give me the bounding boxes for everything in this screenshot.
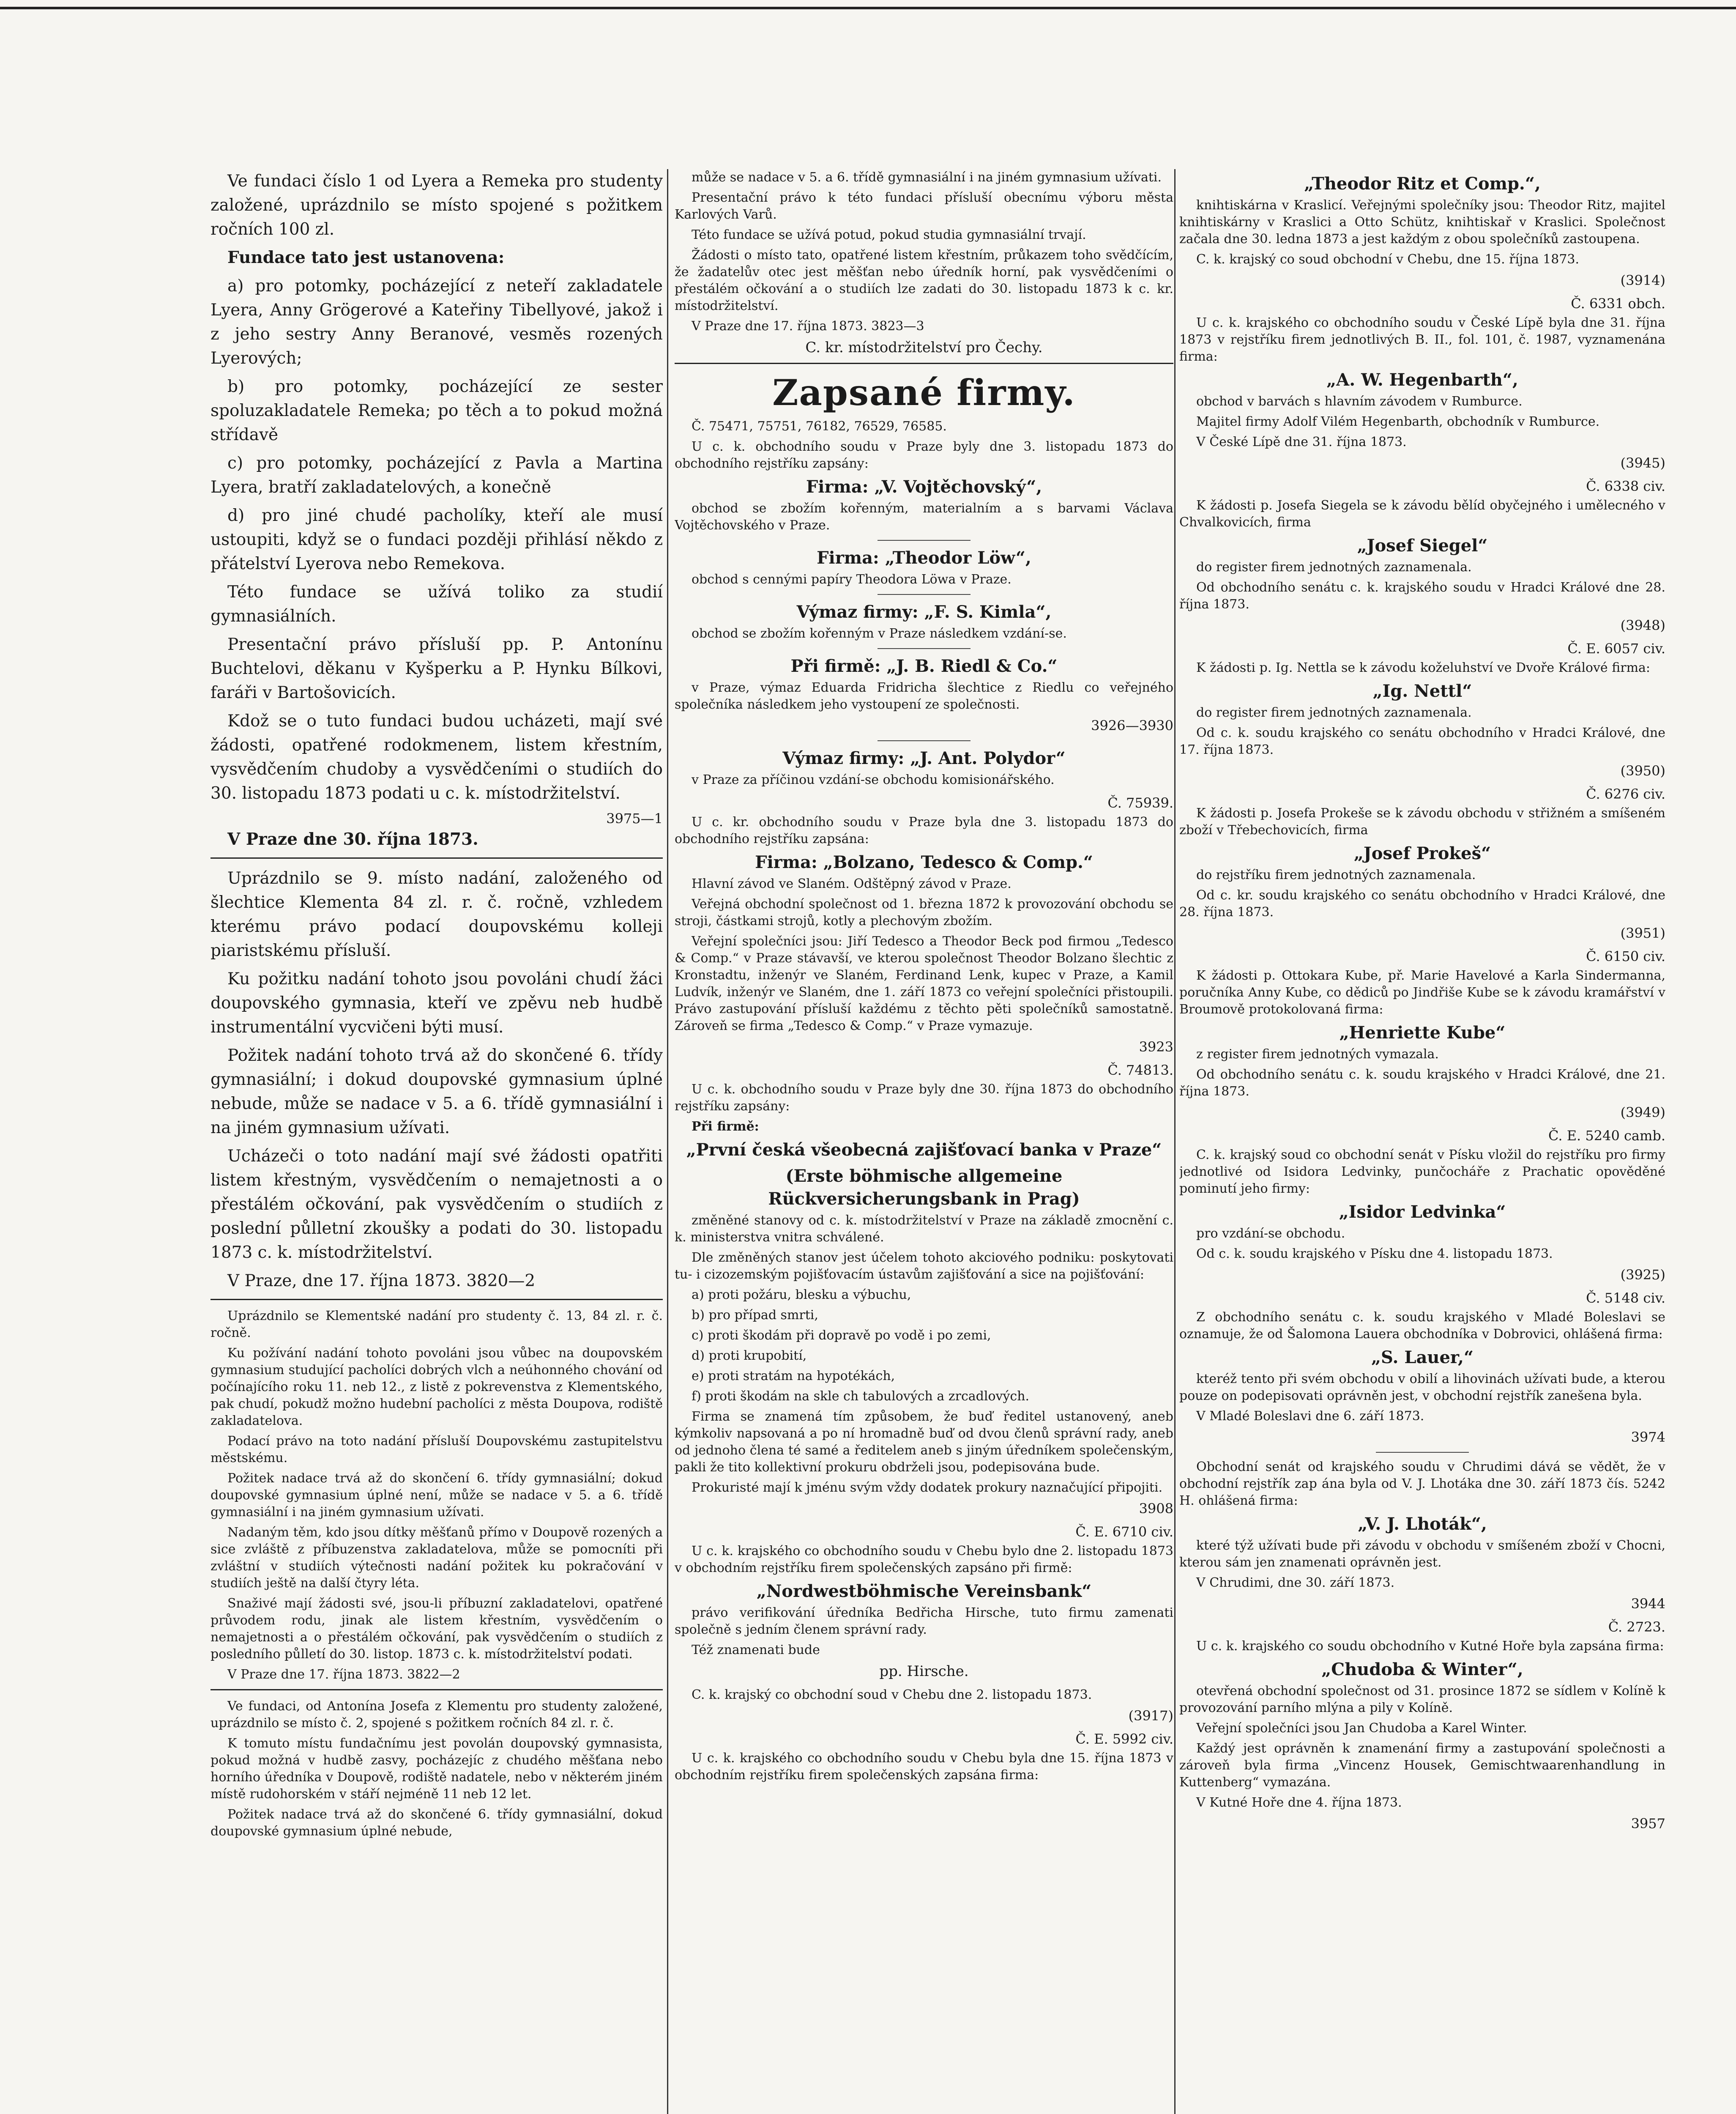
case-number: Č. 74813. [1107,1062,1173,1078]
paragraph: Snaživé mají žádosti své, jsou-li příbuzní zakladatelovi, opatřené průvodem rodu, jinak ale listem křestním, vysvědčením o nemajetnosti a o přestálém očkování, pak vysvědčením o studiích z posledního půlletí do 30. listop. 1873 c. k. místodržitelství podati. [211,1596,663,1662]
paragraph: a) pro potomky, pocházející z neteří zakladatele Lyera, Anny Grögerové a Kateřiny Tibellyové, jakož i z jeho sestry Anny Beranové, vesměs rozených Lyerových; [211,277,663,368]
paragraph: Požitek nadace trvá až do skončení 6. třídy gymnasiální; dokud doupovské gymnasium úplné není, může se nadace v 5. a 6. třídě gymnasiální i na jiném gymnasium užívati. [211,1471,663,1520]
entry-lauer [1179,1289,1665,1446]
list-item: f) proti škodám na skle ch tabulových a zrcadlových. [692,1389,1030,1404]
list-item: a) proti požáru, blesku a výbuchu, [692,1287,911,1302]
reference-number: (3949) [1620,1104,1665,1120]
label: Při firmě: [692,1119,759,1134]
paragraph: Též znamenati bude [692,1643,820,1657]
date-line: V Praze dne 30. října 1873. [227,830,478,849]
signature-line: Od obchodního senátu c. k. krajského soudu v Hradci Králové dne 28. října 1873. [1179,580,1665,612]
firm-name: „Isidor Ledvinka“ [1339,1202,1506,1222]
signature-line: V Praze dne 17. října 1873. 3822—2 [227,1667,460,1682]
list-item: e) proti stratám na hypotékách, [692,1369,895,1383]
reference-number: 3926—3930 [1091,717,1173,734]
section-heading: Zapsané firmy. [772,372,1076,413]
case-number: Č. 2723. [1608,1619,1665,1635]
paragraph: Podací právo na toto nadání přísluší Doupovskému zastupitelstvu městskému. [211,1434,663,1465]
paragraph: K žádosti p. Josefa Prokeše se k závodu obchodu v střižném a smíšeném zboží v Třebechovicích, firma [1179,806,1665,838]
paragraph: Každý jest oprávněn k znamenání firmy a zastupování společnosti a zároveň byla firma „Vincenz Housek, Gemischtwaarenhandlung in Kuttenberg“ vymazána. [1179,1741,1665,1790]
reference-number: 3974 [1631,1429,1665,1445]
paragraph: c) pro potomky, pocházející z Pavla a Martina Lyera, bratří zakladatelových, a konečně [211,454,663,497]
case-number: Č. E. 6710 civ. [1075,1524,1173,1540]
firm-name-german: (Erste böhmische allgemeine Rückversicherungsbank in Prag) [768,1166,1080,1209]
paragraph: Této fundace se užívá potud, pokud studia gymnasiální trvají. [692,227,1086,242]
paragraph: Ve fundaci číslo 1 od Lyera a Remeka pro studenty založené, uprázdnilo se místo spojené s požitkem ročních 100 zl. [211,172,663,239]
paragraph: Ve fundaci, od Antonína Josefa z Klementu pro studenty založené, uprázdnilo se místo č. 2, spojené s požitkem ročních 84 zl. r. č. [211,1699,663,1731]
paragraph: Požitek nadání tohoto trvá až do skončené 6. třídy gymnasiální; i dokud doupovské gymnasium úplné nebude, může se nadace v 5. a 6. třídě gymnasiální i na jiném gymnasium užívati. [211,1046,663,1137]
paragraph: které týž užívati bude při závodu v obchodu v smíšeném zboží v Chocni, kterou sám jen znamenati oprávněn jest. [1179,1538,1665,1570]
case-number: Č. E. 5992 civ. [1075,1731,1173,1747]
firm-name: „Henriette Kube“ [1339,1023,1506,1043]
paragraph: Majitel firmy Adolf Vilém Hegenbarth, obchodník v Rumburce. [1196,414,1600,429]
paragraph: knihtiskárna v Kraslicí. Veřejnými společníky jsou: Theodor Ritz, majitel knihtiskárny v Kraslici a Otto Schütz, knihtiskař v Kraslici. Společnost začala dne 30. ledna 1873 a jest každým z obou společníků zastoupena. [1179,198,1665,246]
firm-name: Při firmě: „J. B. Riedl & Co.“ [790,656,1058,676]
reference-number: (3951) [1620,925,1665,941]
paragraph: Presentační právo k této fundaci přísluší obecnímu výboru města Karlových Varů. [675,190,1173,222]
notice-lyer-remek [211,169,663,852]
reference-number: 3957 [1631,1816,1665,1832]
paragraph: K žádosti p. Ig. Nettla se k závodu koželuhství ve Dvoře Králové firma: [1196,660,1651,675]
paragraph: U c. k. krajského co soudu obchodního v Kutné Hoře byla zapsána firma: [1196,1639,1664,1654]
paragraph: K žádosti p. Ottokara Kube, př. Marie Havelové a Karla Sindermanna, poručníka Anny Kube, co dědiců po Jindřiše Kube se k závodu kramářství v Broumově protokolovaná firma: [1179,968,1665,1017]
paragraph: právo verifikování úředníka Bedřicha Hirsche, tuto firmu zamenati společně s jedním členem správní rady. [675,1605,1173,1637]
firm-name: Výmaz firmy: „J. Ant. Polydor“ [782,748,1066,768]
firm-name: „Theodor Ritz et Comp.“, [1304,174,1541,194]
divider [878,594,971,595]
case-numbers: Č. 75471, 75751, 76182, 76529, 76585. [692,419,947,434]
paragraph: Této fundace se užívá toliko za studií gymnasiálních. [211,583,663,626]
entry-prokes [1179,785,1665,942]
firm-name: Výmaz firmy: „F. S. Kimla“, [796,602,1052,622]
signature-line: V Praze, dne 17. října 1873. 3820—2 [227,1271,536,1290]
entry-siegel [1179,477,1665,634]
paragraph: Dle změněných stanov jest účelem tohoto akciového podniku: poskytovati tu- i cizozemským pojišťovacím ústavům zajišťování a sice na pojišťování: [675,1250,1173,1282]
notice-continuation [675,169,1173,357]
notice-klement [211,866,663,1293]
signature-line: V Praze dne 17. října 1873. 3823—3 [692,319,924,334]
paragraph: U c. k. krajského co obchodního soudu v Chebu bylo dne 2. listopadu 1873 v obchodním rejstříku firem společenských zapsáno při firmě: [675,1544,1173,1575]
paragraph: U c. k. krajského co obchodního soudu v Chebu byla dne 15. října 1873 v obchodním rejstříku firem společenských zapsána firma: [675,1751,1173,1783]
paragraph: obchod v barvách s hlavním závodem v Rumburce. [1196,394,1523,409]
reference-number: (3925) [1620,1267,1665,1283]
paragraph: Hlavní závod ve Slaném. Odštěpný závod v Praze. [692,876,1012,891]
paragraph: v Praze za příčinou vzdání-se obchodu komisionářského. [692,772,1055,787]
paragraph: do register firem jednotných zaznamenala. [1196,705,1472,720]
paragraph: U c. k. obchodního soudu v Praze byly dne 3. listopadu 1873 do obchodního rejstříku zapsány: [675,439,1173,471]
firm-name: „V. J. Lhoták“, [1358,1514,1487,1534]
divider [878,648,971,649]
case-number: Č. 6338 civ. [1586,478,1665,494]
entry-kube [1179,947,1665,1121]
divider [211,857,663,859]
notice-josef-klement [211,1698,663,1840]
case-number: Č. 6331 obch. [1571,296,1665,312]
column-rule-left [667,169,668,2114]
entry-bank [675,1061,1173,1517]
paragraph: otevřená obchodní společnost od 31. prosince 1872 se sídlem v Kolíně k provozování parního mlýna a pily v Kolíně. [1179,1684,1665,1715]
paragraph: Veřejná obchodní společnost od 1. března 1872 k provozování obchodu se stroji, částkami strojů, kotly a plechovým zbožím. [675,897,1173,928]
case-number: Č. 75939. [1107,795,1173,811]
paragraph: do register firem jednotných zaznamenala. [1196,560,1472,575]
paragraph: Fundace tato jest ustanovena: [227,248,505,267]
signature-line: V České Lípě dne 31. října 1873. [1196,435,1407,449]
entry-ledvinka [1179,1126,1665,1284]
paragraph: do rejstříku firem jednotných zaznamenala. [1196,868,1476,882]
paragraph: b) pro potomky, pocházející ze sester spoluzakladatele Remeka; po těch a to pokud možná střídavě [211,377,663,444]
reference-number: (3914) [1620,272,1665,288]
case-number: Č. E. 5240 camb. [1548,1128,1665,1144]
entry-hegenbarth [1179,294,1665,472]
signature-line: V Chrudimi, dne 30. září 1873. [1196,1575,1395,1590]
column-right [1179,169,1665,2114]
paragraph: Ku požívání nadání tohoto povoláni jsou vůbec na doupovském gymnasium studující pacholíci dobrých vlch a neúhonného chování od počínajícího roku 11. neb 12., z listě z pokrevenstva z Klementského, pak chudí, pokudž možno hudební pacholíci z města Doupova, rodiště zakladatelova. [211,1346,663,1428]
paragraph: Kdož se o tuto fundaci budou ucházeti, mají své žádosti, opatřené rodokmenem, listem křestním, vysvědčením chudoby a vysvědčeními o studiích do 30. listopadu 1873 podati u c. k. místodržitelství. [211,712,663,803]
paragraph: Firma se znamená tím způsobem, že buď ředitel ustanovený, aneb kýmkoliv napsovaná a po ní hromadně buď od dvou členů správní rady, aneb od jednoho člena té samé a ředitelem aneb s jiným úředníkem společenským, pakli že tito kollektivní prokuru obdrželi jsou, podepisována bude. [675,1409,1173,1475]
top-border [0,7,1736,9]
firm-name: „První česká všeobecná zajišťovací banka v Praze“ [686,1140,1162,1160]
authority-line: C. kr. místodržitelství pro Čechy. [805,339,1043,356]
reference-number: 3975—1 [606,811,663,827]
column-left [211,169,663,2114]
paragraph: Uprázdnilo se Klementské nadání pro studenty č. 13, 84 zl. r. č. ročně. [211,1309,663,1340]
signature-line: V Kutné Hoře dne 4. října 1873. [1196,1795,1402,1810]
paragraph: změněné stanovy od c. k. místodržitelství v Praze na základě zmocnění c. k. ministerstva vnitra schválené. [675,1213,1173,1245]
firm-name: „Nordwestböhmische Vereinsbank“ [756,1581,1092,1601]
signature-line: Od obchodního senátu c. k. soudu krajského v Hradci Králové, dne 21. října 1873. [1179,1067,1665,1099]
paragraph: K žádosti p. Josefa Siegela se k závodu bělíd obyčejného i umělecného v Chvalkovicích, firma [1179,498,1665,530]
notice-klement-doupov [211,1308,663,1683]
list-item: c) proti škodám při dopravě po vodě i po zemi, [692,1328,991,1343]
paragraph: Žádosti o místo tato, opatřené listem křestním, průkazem toho svědčícím, že žadatelův otec jest měšťan nebo úředník horní, pak vysvědčeními o přestálém očkování a o studiích lze zadati do 30. listopadu 1873 k c. kr. místodržitelství. [675,248,1173,313]
divider [675,363,1173,364]
paragraph: pro vzdání-se obchodu. [1196,1226,1345,1241]
firm-name: „S. Lauer,“ [1371,1347,1474,1367]
entry-lhotak [1179,1452,1665,1613]
firm-name: „Ig. Nettl“ [1372,681,1472,701]
signature-line: C. k. krajský co obchodní soud v Chebu dne 2. listopadu 1873. [692,1687,1092,1702]
firm-name: Firma: „V. Vojtěchovský“, [806,477,1042,497]
firm-name: Firma: „Theodor Löw“, [817,548,1031,568]
signature-line: Od c. k. soudu krajského co senátu obchodního v Hradci Králové, dne 17. října 1873. [1179,726,1665,757]
signature-line: V Mladé Boleslavi dne 6. září 1873. [1196,1409,1424,1424]
paragraph: Nadaným těm, kdo jsou dítky měšťanů přímo v Doupově rozených a sice zvláště z příbuzenstva zakladatelova, může se pomocníti při zvláštní v studiích výtečnosti nadání požitek ku pokračování v studiích ještě na další čtyry léta. [211,1525,663,1591]
paragraph: Veřejní společníci jsou: Jiří Tedesco a Theodor Beck pod firmou „Tedesco & Comp.“ v Praze stávavší, ve kterou společnost Theodor Bolzano šlechtic z Kronstadtu, inženýr ve Slaném, Ferdinand Lenk, kupec v Praze, a Kamil Ludvík, inženýr ve Slaném, dne 1. září 1873 co veřejní společníci přistoupili. Právo zastupování přísluší každému z těchto pěti společníků samostatně. Zároveň se firma „Tedesco & Comp.“ v Praze vymazuje. [675,934,1173,1033]
entry-bolzano [675,794,1173,1056]
divider [1376,1452,1469,1453]
reference-number: (3948) [1620,617,1665,633]
signature-line: Od c. k. soudu krajského v Písku dne 4. listopadu 1873. [1196,1246,1553,1261]
case-number: Č. 6276 civ. [1586,786,1665,802]
paragraph: Ucházeči o toto nadání mají své žádosti opatřiti listem křestným, vysvědčením o nemajetnosti a o přestálém očkování, pak vysvědčením o studiích z poslední půlletní zkoušky a podati do 30. listopadu 1873 c. k. místodržitelství. [211,1147,663,1262]
paragraph: může se nadace v 5. a 6. třídě gymnasiální i na jiném gymnasium užívati. [692,170,1162,185]
paragraph: Požitek nadace trvá až do skončené 6. třídy gymnasiální, dokud doupovské gymnasium úplné nebude, [211,1807,663,1839]
paragraph: K tomuto místu fundačnímu jest povolán doupovský gymnasista, pokud možná v hudbě zasvy, pocházejíc z chudého měšťana nebo horního úředníka v Doupově, rodiště nadatele, nebo v některém jiném místě rudohorském v stáří nejméně 11 neb 12 let. [211,1736,663,1802]
case-number: Č. 5148 civ. [1586,1290,1665,1306]
firm-name: „A. W. Hegenbarth“, [1326,370,1518,390]
firm-name: „Josef Siegel“ [1357,536,1488,556]
paragraph: obchod se zbožím kořenným v Praze následkem vzdání-se. [692,626,1067,641]
column-middle [675,169,1173,2114]
paragraph: U c. kr. obchodního soudu v Praze byla dne 3. listopadu 1873 do obchodního rejstříku zapsána: [675,815,1173,846]
paragraph: Ku požitku nadání tohoto jsou povoláni chudí žáci doupovského gymnasia, kteří ve zpěvu neb hudbě instrumentální vycvičeni býti musí. [211,969,663,1037]
paragraph: Uprázdnilo se 9. místo nadání, založeného od šlechtice Klementa 84 zl. r. č. ročně, vzhledem kterému právo podací doupovskému kolleji piaristskému přísluší. [211,869,663,960]
paragraph: C. k. krajský soud co obchodní senát v Písku vložil do rejstříku pro firmy jednotlivé od Isidora Ledvinky, punčocháře z Prachatic opověděné pominutí jeho firmy: [1179,1147,1665,1196]
reference-number: (3917) [1128,1708,1173,1724]
person-name: pp. Hirsche. [879,1663,969,1680]
paragraph: U c. k. krajského co obchodního soudu v České Lípě byla dne 31. října 1873 v rejstříku firem jednotlivých B. II., fol. 101, č. 1987, vyznamenána firma: [1179,315,1665,364]
paragraph: obchod se zbožím kořenným, materialním a s barvami Václava Vojtěchovského v Praze. [675,501,1173,533]
paragraph: Prokuristé mají k jménu svým vždy dodatek prokury naznačující připojiti. [692,1480,1163,1495]
paragraph: kteréž tento při svém obchodu v obilí a lihovinách užívati bude, a kterou pouze on podepisovati oprávněn jest, v obchodní rejstřík zanešena byla. [1179,1372,1665,1403]
entry-cheb [675,1730,1173,1784]
paragraph: Z obchodního senátu c. k. soudu krajského v Mladé Boleslavi se oznamuje, že od Šalomona Lauera obchodníka v Dobrovici, ohlášená firma: [1179,1310,1665,1342]
reference-number: (3945) [1620,455,1665,471]
paragraph: d) pro jiné chudé pacholíky, kteří ale musí ustoupiti, když se o fundaci později přihlásí někdo z přátelství Lyerova nebo Remekova. [211,506,663,573]
divider [211,1299,663,1300]
list-item: b) pro případ smrti, [692,1308,818,1323]
firm-name: Firma: „Bolzano, Tedesco & Comp.“ [755,852,1093,872]
signature-line: Od c. kr. soudu krajského co senátu obchodního v Hradci Králové, dne 28. října 1873. [1179,888,1665,920]
paragraph: U c. k. obchodního soudu v Praze byly dne 30. října 1873 do obchodního rejstříku zapsány: [675,1082,1173,1114]
case-number: Č. 6150 civ. [1586,948,1665,964]
paragraph: obchod s cennými papíry Theodora Löwa v Praze. [692,572,1012,587]
firm-name: „Chudoba & Winter“, [1321,1659,1523,1679]
list-item: d) proti krupobití, [692,1348,807,1363]
paragraph: v Praze, výmaz Eduarda Fridricha šlechtice z Riedlu co veřejného společníka následkem jeho vystoupení ze společnosti. [675,680,1173,712]
paragraph: Presentační právo přísluší pp. P. Antonínu Buchtelovi, děkanu v Kyšperku a P. Hynku Bílkovi, faráři v Bartošovicích. [211,635,663,702]
reference-number: 3908 [1139,1501,1173,1517]
column-rule-right [1174,169,1176,2114]
reference-number: 3923 [1139,1039,1173,1055]
entry-nettl [1179,639,1665,780]
paragraph: Veřejní společníci jsou Jan Chudoba a Karel Winter. [1196,1721,1527,1736]
entry-ritz [1179,173,1665,289]
reference-number: 3944 [1631,1596,1665,1612]
signature-line: C. k. krajský co soud obchodní v Chebu, dne 15. října 1873. [1196,252,1580,267]
divider [878,540,971,541]
case-number: Č. E. 6057 civ. [1567,641,1665,657]
reference-number: (3950) [1620,763,1665,779]
firm-name: „Josef Prokeš“ [1353,843,1491,863]
entry-praha-1 [675,418,1173,789]
divider [211,1689,663,1690]
divider [878,740,971,741]
paragraph: Obchodní senát od krajského soudu v Chrudimi dává se vědět, že v obchodní rejstřík zap ána byla od V. J. Lhotáka dne 30. září 1873 čís. 5242 H. ohlášená firma: [1179,1460,1665,1508]
entry-vereinsbank [675,1523,1173,1725]
paragraph: z register firem jednotných vymazala. [1196,1047,1439,1062]
entry-chudoba-winter [1179,1618,1665,1832]
